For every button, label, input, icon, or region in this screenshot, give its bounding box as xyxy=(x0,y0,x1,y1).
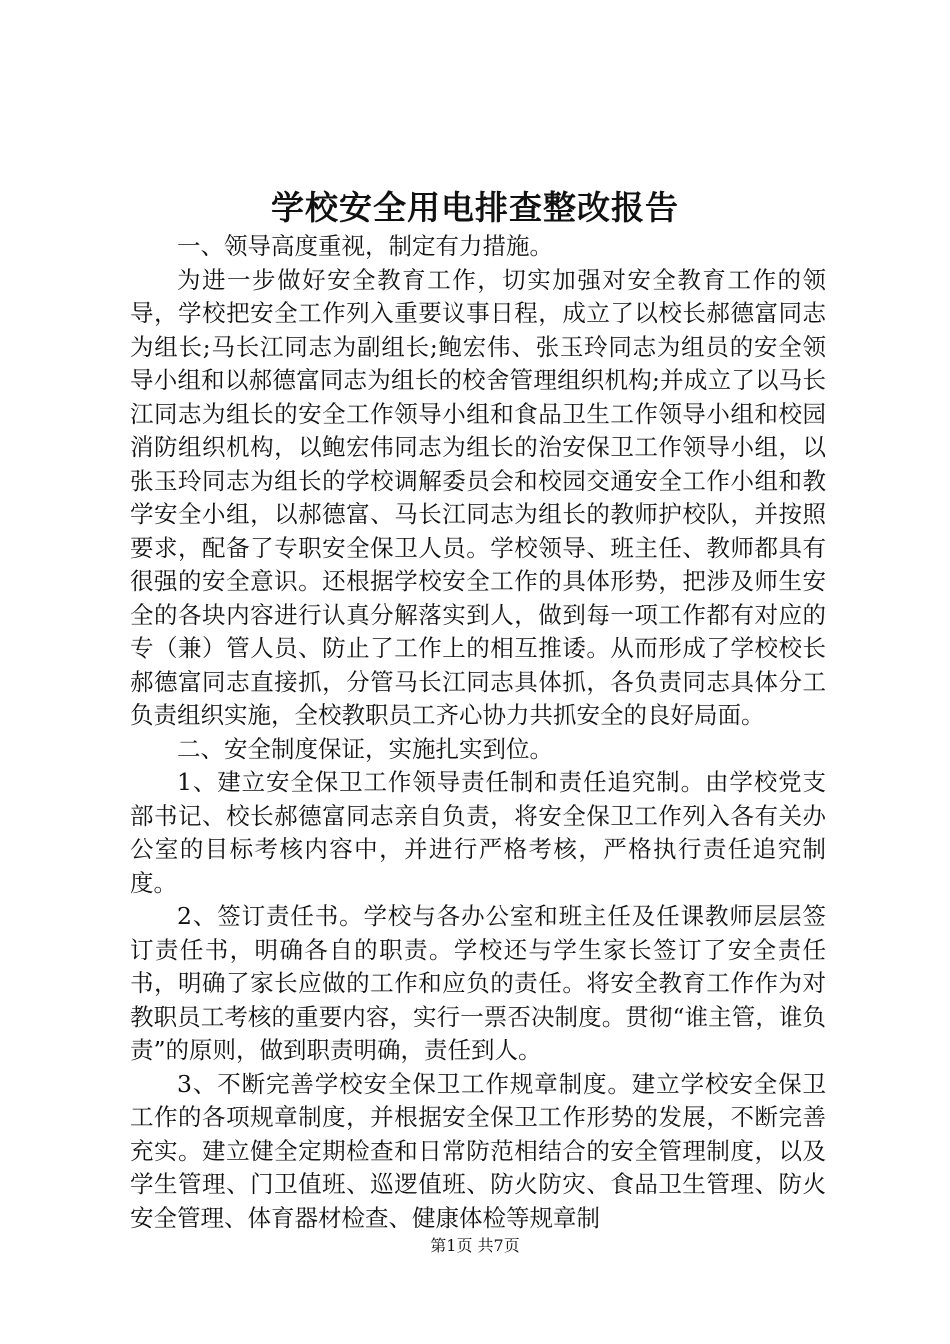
body-paragraph: 2、签订责任书。学校与各办公室和班主任及任课教师层层签订责任书，明确各自的职责。学校还与学生家长签订了安全责任书，明确了家长应做的工作和应负的责任。将安全教育工作作为对教职员工考核的重要内容，实行一票否决制度。贯彻“谁主管，谁负责”的原则，做到职责明确，责任到人。 xyxy=(130,902,826,1064)
section-heading-1: 一、领导高度重视，制定有力措施。 xyxy=(177,232,553,260)
document-title: 学校安全用电排查整改报告 xyxy=(271,188,679,227)
body-paragraph: 为进一步做好安全教育工作，切实加强对安全教育工作的领导，学校把安全工作列入重要议事日程，成立了以校长郝德富同志为组长;马长江同志为副组长;鲍宏伟、张玉玲同志为组员的安全领导小组和以郝德富同志为组长的校舍管理组织机构;并成立了以马长江同志为组长的安全工作领导小组和食品卫生工作领导小组和校园消防组织机构，以鲍宏伟同志为组长的治安保卫工作领导小组，以张玉玲同志为组长的学校调解委员会和校园交通安全工作小组和教学安全小组，以郝德富、马长江同志为组长的教师护校队，并按照要求，配备了专职安全保卫人员。学校领导、班主任、教师都具有很强的安全意识。还根据学校安全工作的具体形势，把涉及师生安全的各块内容进行认真分解落实到人，做到每一项工作都有对应的专（兼）管人员、防止了工作上的相互推诿。从而形成了学校校长郝德富同志直接抓，分管马长江同志具体抓，各负责同志具体分工负责组织实施，全校教职员工齐心协力共抓安全的良好局面。 xyxy=(130,265,826,729)
document-body xyxy=(130,230,826,1235)
body-paragraph: 3、不断完善学校安全保卫工作规章制度。建立学校安全保卫工作的各项规章制度，并根据安全保卫工作形势的发展，不断完善充实。建立健全定期检查和日常防范相结合的安全管理制度，以及学生管理、门卫值班、巡逻值班、防火防灾、食品卫生管理、防火安全管理、体育器材检查、健康体检等规章制 xyxy=(130,1069,826,1232)
page-number-footer: 第1页 共7页 xyxy=(430,1236,520,1255)
body-paragraph: 1、建立安全保卫工作领导责任制和责任追究制。由学校党支部书记、校长郝德富同志亲自负责，将安全保卫工作列入各有关办公室的目标考核内容中，并进行严格考核，严格执行责任追究制度。 xyxy=(130,768,826,897)
section-heading-2: 二、安全制度保证，实施扎实到位。 xyxy=(177,734,553,763)
